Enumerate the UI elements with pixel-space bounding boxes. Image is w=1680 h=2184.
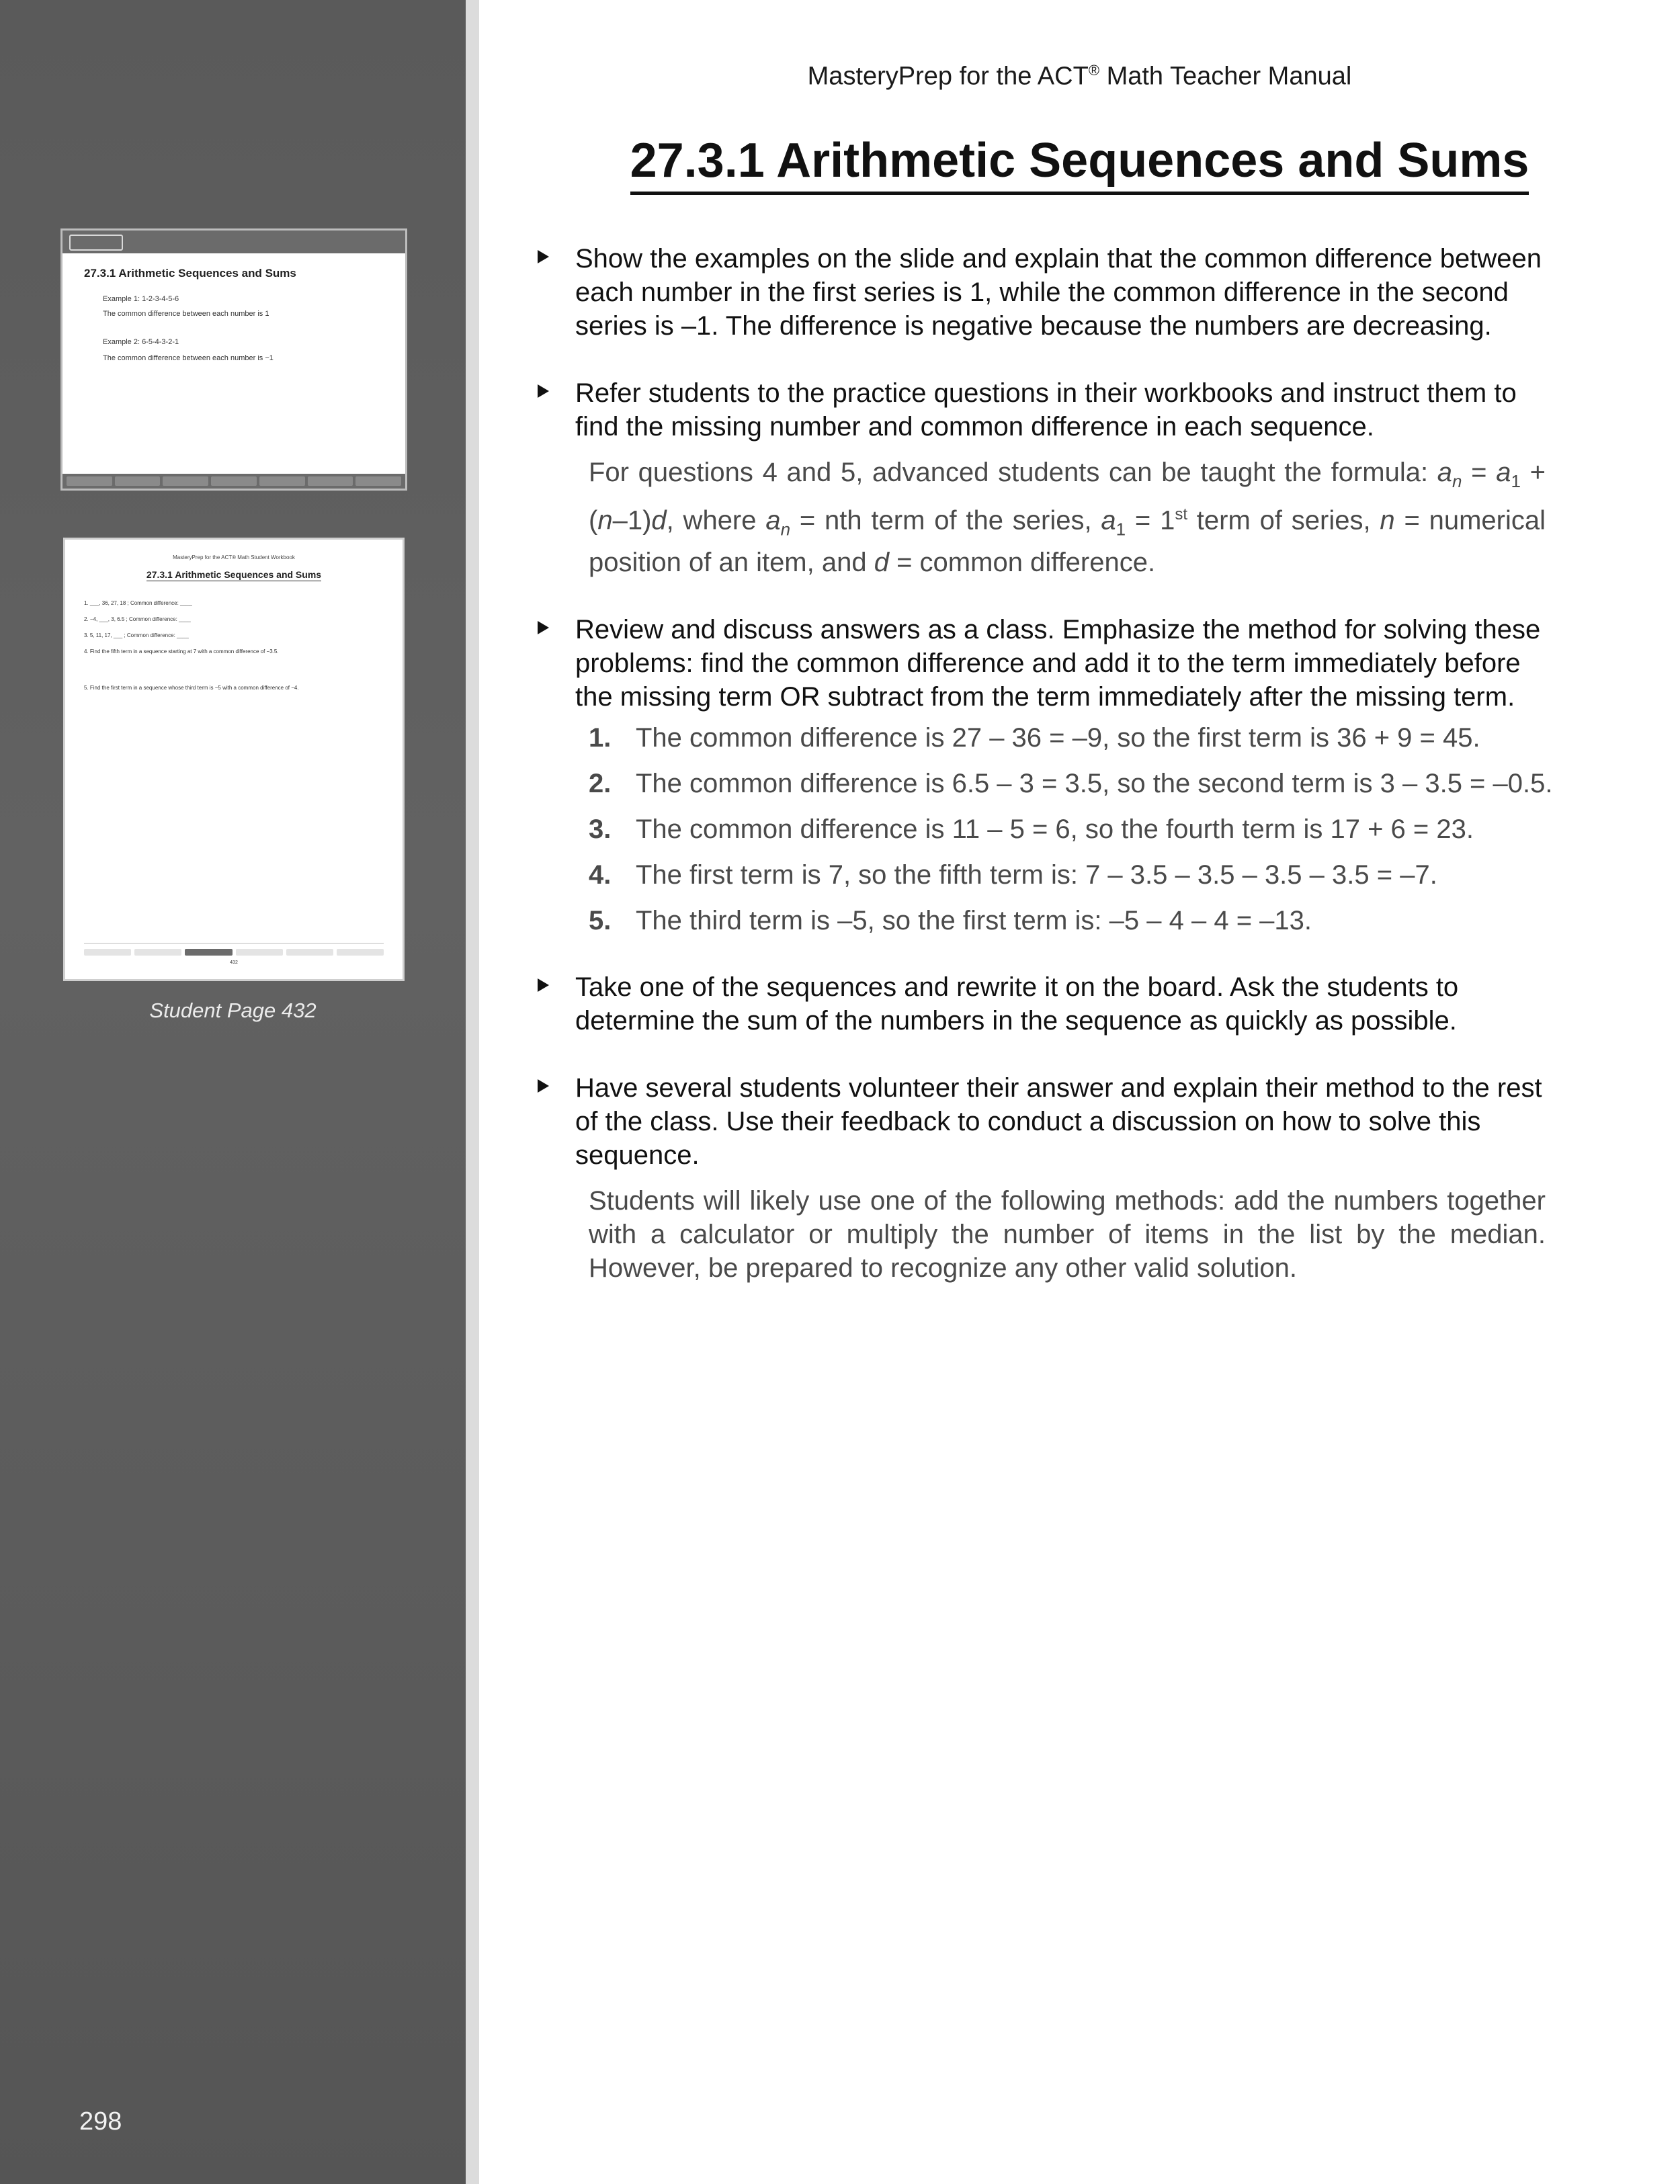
slide-line: The common difference between each number is 1	[103, 310, 269, 318]
slide-line: Example 2: 6-5-4-3-2-1	[103, 338, 179, 346]
workbook-thumbnail	[63, 538, 405, 981]
answer-item: 5. The third term is –5, so the first term is: –5 – 4 – 4 = –13.	[589, 906, 1312, 936]
masteryprep-logo	[69, 235, 123, 251]
bullet-text: Refer students to the practice questions in their workbooks and instruct them to find the missing number and common difference in each sequence.	[575, 378, 1517, 442]
workbook-page-number: 432	[230, 960, 238, 965]
workbook-head: MasteryPrep for the ACT® Math Student Workbook	[173, 554, 295, 560]
answer-item: 3. The common difference is 11 – 5 = 6, so the fourth term is 17 + 6 = 23.	[589, 814, 1474, 845]
workbook-question: 2. −4, ___, 3, 6.5 ; Common difference: ____	[84, 616, 191, 622]
bullet-item	[538, 242, 1546, 343]
bullet-item	[538, 376, 1546, 444]
sidebar	[0, 0, 466, 2184]
bullet-triangle-icon	[538, 250, 549, 263]
bullet-item	[538, 1071, 1546, 1172]
method-note: Students will likely use one of the following methods: add the numbers together with a calculator or multiply the number of items in the list by the median. However, be prepared to recognize any other valid solution.	[589, 1186, 1546, 1284]
slide-line: Example 1: 1-2-3-4-5-6	[103, 295, 179, 303]
answer-list	[589, 715, 1553, 943]
bullet-triangle-icon	[538, 1079, 549, 1093]
workbook-title: 27.3.1 Arithmetic Sequences and Sums	[146, 569, 322, 580]
page-title: 27.3.1 Arithmetic Sequences and Sums	[630, 134, 1529, 195]
slide-line: The common difference between each number is −1	[103, 354, 274, 362]
student-page-label: Student Page 432	[149, 999, 317, 1022]
slide-thumbnail	[60, 228, 407, 491]
answer-item: 4. The first term is 7, so the fifth term is: 7 – 3.5 – 3.5 – 3.5 – 3.5 = –7.	[589, 860, 1437, 890]
bullet-triangle-icon	[538, 621, 549, 634]
workbook-question: 4. Find the fifth term in a sequence starting at 7 with a common difference of −3.5.	[84, 648, 279, 655]
workbook-question: 5. Find the first term in a sequence whose third term is −5 with a common difference of −4.	[84, 685, 299, 691]
workbook-question: 1. ___, 36, 27, 18 ; Common difference: ____	[84, 600, 192, 606]
slide-nav-bar	[62, 474, 405, 489]
bullet-triangle-icon	[538, 384, 549, 398]
bullet-text: Have several students volunteer their answer and explain their method to the rest of the class. Use their feedback to conduct a discussion on how to solve this sequence.	[575, 1073, 1542, 1171]
formula-note: For questions 4 and 5, advanced students can be taught the formula: $a_n = a_1 + (n-1)d$, where $a_n$ = nth term of the series, $a_1 = 1st$ term of series, n = numerical position of an item, and d = common difference.	[589, 458, 1546, 578]
gutter-divider	[466, 0, 479, 2184]
answer-item: 2. The common difference is 6.5 – 3 = 3.5, so the second term is 3 – 3.5 = –0.5.	[589, 769, 1553, 799]
workbook-question: 3. 5, 11, 17, ___ ; Common difference: ____	[84, 632, 189, 638]
running-head	[479, 62, 1680, 91]
workbook-footer-nav	[84, 943, 384, 956]
bullet-text: Show the examples on the slide and explain that the common difference between each number in the first series is 1, while the common difference in the second series is –1. The difference is negative because the numbers are decreasing.	[575, 244, 1542, 341]
bullet-text: Take one of the sequences and rewrite it on the board. Ask the students to determine the sum of the numbers in the sequence as quickly as possible.	[575, 972, 1459, 1036]
answer-item: 1. The common difference is 27 – 36 = –9, so the first term is 36 + 9 = 45.	[589, 723, 1480, 753]
content	[538, 242, 1553, 1285]
running-head-text: Math Teacher Manual	[1099, 62, 1352, 91]
running-head-text: MasteryPrep for the ACT	[807, 62, 1089, 91]
bullet-text: Review and discuss answers as a class. Emphasize the method for solving these problems: find the common difference and add it to the term immediately before the missing term OR subtract from the term immediately after the missing term.	[575, 615, 1541, 712]
registered-mark: ®	[1088, 62, 1100, 79]
slide-title: 27.3.1 Arithmetic Sequences and Sums	[84, 267, 296, 280]
page-number: 298	[79, 2107, 122, 2136]
bullet-item	[538, 613, 1546, 714]
bullet-item	[538, 970, 1546, 1038]
bullet-triangle-icon	[538, 978, 549, 992]
